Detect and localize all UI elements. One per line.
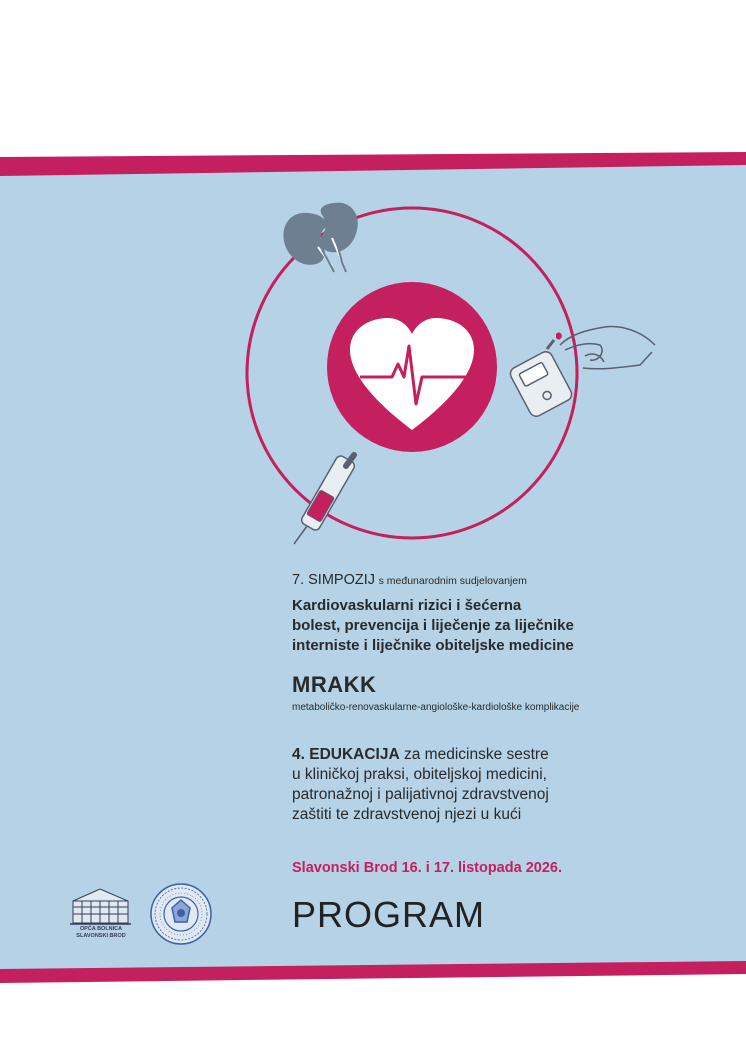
society-seal-icon — [151, 884, 211, 944]
title-line-3: interniste i liječnike obiteljske medicine — [292, 637, 574, 654]
blue-panel — [0, 163, 746, 970]
education-line-2: u kliničkoj praksi, obiteljskoj medicini, — [292, 766, 547, 783]
symposium-line — [292, 571, 527, 590]
education-line-1 — [292, 745, 652, 765]
hospital-caption — [70, 926, 132, 939]
title-line-1: Kardiovaskularni rizici i šećerna — [292, 597, 522, 614]
education-line-4: zaštiti te zdravstvenoj njezi u kući — [292, 806, 522, 823]
education-number: 4. EDUKACIJA — [292, 746, 400, 763]
education-block — [292, 745, 652, 825]
event-place-date: Slavonski Brod 16. i 17. listopada 2026. — [292, 860, 562, 876]
heart-ecg-icon — [327, 282, 497, 452]
mrakk-expansion: metaboličko-renovaskularne-angiološke-kardiološke komplikacije — [292, 702, 580, 713]
education-line-1-rest: za medicinske sestre — [403, 746, 549, 763]
symposium-number: 7. SIMPOZIJ — [292, 572, 375, 588]
mrakk-acronym: MRAKK — [292, 672, 377, 697]
hospital-caption-line-1: OPĆA BOLNICA — [79, 926, 123, 932]
program-label: PROGRAM — [292, 894, 486, 935]
symposium-title — [292, 596, 642, 656]
education-line-3: patronažnoj i palijativnoj zdravstvenoj — [292, 786, 549, 803]
title-line-2: bolest, prevencija i liječenje za liječnike — [292, 617, 574, 634]
hospital-caption-line-2: SLAVONSKI BROD — [76, 932, 126, 939]
symposium-qualifier: s međunarodnim sudjelovanjem — [378, 575, 527, 587]
